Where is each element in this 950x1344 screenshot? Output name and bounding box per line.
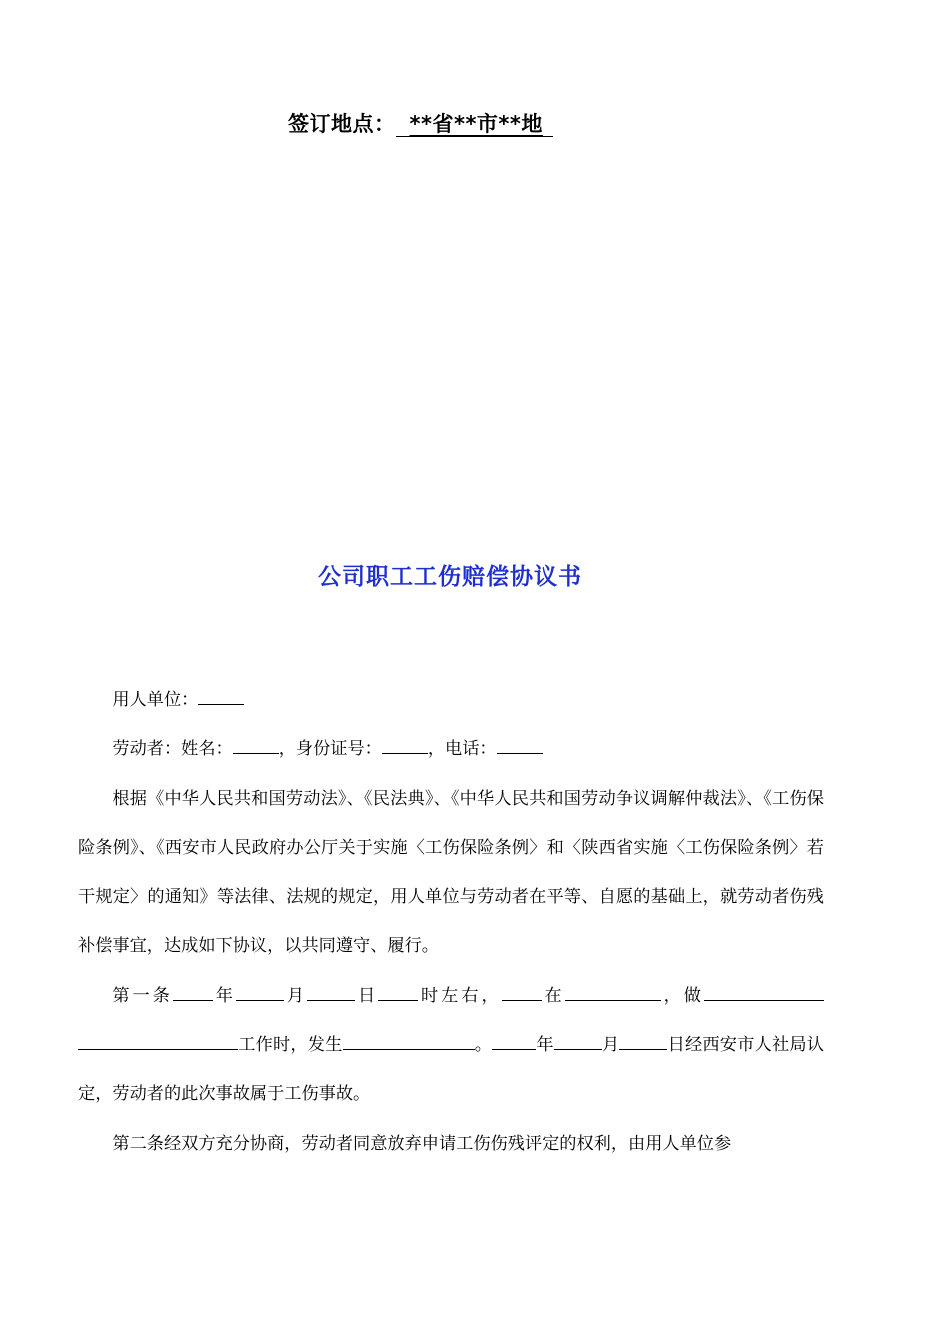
phone-blank [497, 736, 543, 754]
worker-line: 劳动者：姓名： ，身份证号： ，电话： [78, 725, 824, 774]
employer-line: 用人单位： [78, 676, 824, 725]
article-2-paragraph: 第二条经双方充分协商，劳动者同意放弃申请工伤伤残评定的权利，由用人单位参 [112, 1133, 732, 1154]
name-blank [233, 736, 279, 754]
signing-place-label: 签订地点： [288, 112, 396, 136]
employer-blank [198, 687, 244, 705]
preamble-paragraph: 根据《中华人民共和国劳动法》、《民法典》、《中华人民共和国劳动争议调解仲裁法》、《工伤保险条例》、《西安市人民政府办公厅关于实施〈工伤保险条例〉和〈陕西省实施〈工伤保险条例〉若干规定〉的通知》等法律、法规的规定，用人单位与劳动者在平等、自愿的基础上，就劳动者伤残补偿事宜，达成如下协议，以共同遵守、履行。 [78, 788, 824, 957]
signing-place [288, 108, 553, 138]
signing-place-value: **省**市**地 [396, 112, 553, 137]
article-1-paragraph: 第一条 年 月 日 时左右， 在 ，做工作时，发生 。 年 月 日经西安市人社局认定，劳动者的此次事故属于工伤事故。 [78, 972, 824, 1120]
document-title: 公司职工工伤赔偿协议书 [318, 564, 582, 590]
id-blank [382, 736, 428, 754]
document-body [78, 676, 824, 1169]
